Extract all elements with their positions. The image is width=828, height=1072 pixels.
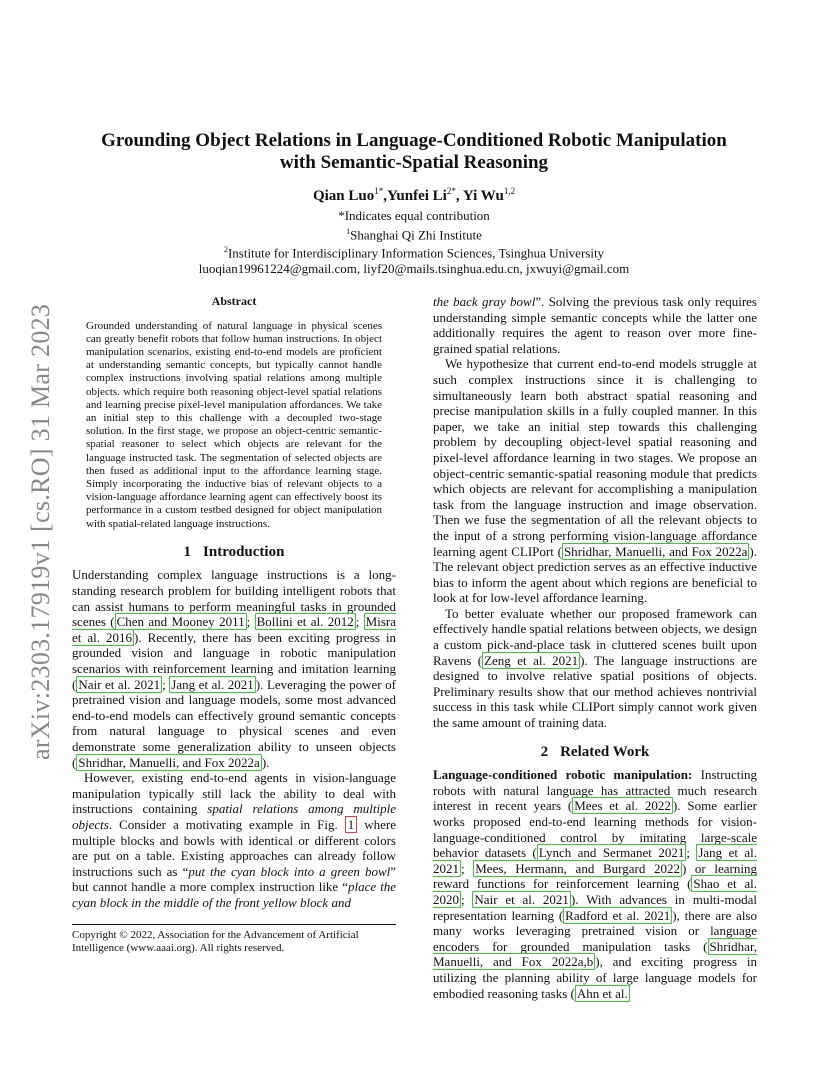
section-title: Introduction (203, 543, 285, 560)
citation-link[interactable]: Radford et al. 2021 (565, 907, 671, 923)
paragraph-text: To better evaluate whether our proposed framework can effectively handle spatial relations between objects, we design a custom pick-and-place task in cluttered scenes built upon Ravens ( (433, 605, 757, 668)
affiliation-mark: 2 (223, 245, 228, 255)
citation-link[interactable]: Nair et al. 2021 (474, 891, 569, 907)
paragraph-text: ), there are also many works leveraging pretrained vision or language encoders for grounded manipulation tasks ( (433, 907, 757, 954)
author-name: Yi Wu (462, 188, 504, 204)
copyright-footnote: Copyright © 2022, Association for the Advancement of Artificial Intelligence (www.aaai.org). All rights reserved. (72, 924, 396, 955)
citation-link[interactable]: Bollini et al. 2012 (256, 614, 354, 630)
emphasis-text: place the cyan block in the middle of the front yellow block and (72, 879, 396, 910)
paragraph-text: ). Leveraging the power of pretrained vision and language models, some most advanced end-to-end models can effectively ground semantic concepts from natural language to physical scenes and even demonstrate some generalization ability to unseen objects ( (72, 676, 396, 770)
author-name: Yunfei Li (386, 188, 447, 204)
author-mark: 1,2 (503, 186, 516, 196)
title-line-2: with Semantic-Spatial Reasoning (279, 152, 549, 173)
left-column (72, 294, 396, 911)
affiliations (80, 208, 748, 277)
affiliation-2 (80, 242, 748, 261)
citation-link[interactable]: Shridhar, Manuelli, and Fox 2022a (78, 754, 260, 770)
intro-paragraph-2-continued (433, 294, 757, 356)
run-in-heading: Language-conditioned robotic manipulation: (433, 767, 693, 783)
citation-link[interactable]: Nair et al. 2021 (78, 676, 161, 692)
emphasis-text: the back gray bowl (433, 294, 536, 309)
author-list: Qian Luo$^{1*}$,Yunfei $Li^{2*}$, Yi Wu$^{1,2}$ (312, 186, 516, 204)
section-number: 1 (183, 543, 192, 560)
citation-link[interactable]: Shridhar, Manuelli, and Fox 2022a (563, 543, 748, 559)
paragraph-text: ). Recently, there has been exciting progress in grounded vision and language in robotic manipulation scenarios with reinforcement learning and imitation learning ( (72, 629, 397, 692)
section-title: Related Work (560, 743, 650, 760)
citation-link[interactable]: Jang et al. 2021 (433, 845, 757, 876)
citation-link[interactable]: Shridhar, Manuelli, and Fox 2022a,b (433, 938, 757, 970)
citation-link[interactable]: Jang et al. 2021 (171, 676, 254, 692)
affiliation-text: Institute for Interdisciplinary Information Sciences, Tsinghua University (227, 245, 605, 261)
intro-paragraph-1: Understanding complex language instructions is a long-standing research problem for building intelligent robots that can assist humans to perform meaningful tasks in grounded scenes ( Chen and Mooney 2011 ; Bollini et al. 2012 ; Misra et al. 2016 ). Recently, there has been exciting progress in grounded vision and language in robotic manipulation scenarios with reinforcement learning and imitation learning ( Nair et al. 2021 ; Jang et al. 2021 ). Leveraging the power of pretrained vision and language models, some most advanced end-to-end models can effectively ground semantic concepts from natural language to physical scenes and even demonstrate some generalization ability to unseen objects ( Shridhar, Manuelli, and Fox 2022a ). (72, 567, 397, 770)
equal-contribution-note: *Indicates equal contribution (338, 208, 490, 223)
author-emails: luoqian19961224@gmail.com, liyf20@mails.tsinghua.edu.cn, jxwuyi@gmail.com (198, 261, 630, 277)
author-name: Qian Luo (312, 188, 375, 204)
paragraph-text: ). The language instructions are designed to involve relative spatial positions of objects. Preliminary results show that our method achieves nontrivial success in this task while CLIPort simply cannot work given the same amount of training data. (433, 652, 757, 731)
paragraph-text: ” but cannot handle a more complex instruction like “ (72, 863, 397, 895)
paragraph-text: where multiple blocks and bowls with identical or different colors are put on a table. Existing approaches can already follow instructions such as “ (72, 816, 396, 879)
paper-title (80, 130, 748, 174)
figure-reference-link[interactable]: 1 (345, 816, 358, 833)
arxiv-side-stamp: arXiv:2303.17919v1 [cs.RO] 31 Mar 2023 (26, 303, 55, 760)
author-mark: 1* (374, 186, 384, 196)
intro-paragraph-2 (72, 770, 396, 910)
paragraph-text: . Consider a motivating example in Fig. (108, 816, 345, 832)
affiliation-text: Shanghai Qi Zhi Institute (350, 226, 482, 242)
paragraph-text: Instructing robots with natural language has attracted much research interest in recent years ( (433, 767, 757, 814)
related-work-paragraph: Language-conditioned robotic manipulation: Instructing robots with natural language has attracted much research interest in recent years ( Mees et al. 2022 ). Some earlier works proposed end-to-end learning methods for vision-language-conditioned control by imitating large-scale behavior datasets ( Lynch and Sermanet 2021 ; Jang et al. 2021 ; Mees, Hermann, and Burgard 2022 ) or learning reward functions for reinforcement learning ( Shao et al. 2020 ; Nair et al. 2021 ). With advances in multi-modal representation learning ( Radford et al. 2021 ), there are also many works leveraging pretrained vision or language encoders for grounded manipulation tasks ( Shridhar, Manuelli, and Fox 2022a,b ), and exciting progress in utilizing the planning ability of large language models for embodied reasoning tasks ( Ahn et al. (433, 767, 758, 1001)
abstract-heading: Abstract (211, 294, 257, 308)
citation-link[interactable]: Mees et al. 2022 (574, 798, 671, 814)
paragraph-text: Understanding complex language instructions is a long-standing research problem for building intelligent robots that can assist humans to perform meaningful tasks in grounded scenes ( (72, 567, 396, 630)
paragraph-text: ). (261, 754, 270, 770)
section-number: 2 (540, 743, 549, 760)
citation-link[interactable]: Ahn et al. (576, 985, 628, 1001)
citation-link[interactable]: Lynch and Sermanet 2021 (538, 845, 685, 861)
paragraph-text: ). Some earlier works proposed end-to-end learning methods for vision-language-conditioned control by imitating large-scale behavior datasets ( (433, 798, 757, 861)
right-column (433, 294, 757, 1001)
paragraph-text: ) or learning reward functions for reinforcement learning ( (433, 860, 757, 892)
intro-paragraph-3 (433, 356, 757, 606)
paragraph-text: We hypothesize that current end-to-end models struggle at such complex instructions since it is challenging to simultaneously learn both abstract spatial reasoning and precise manipulation skills in a fully coupled manner. In this paper, we take an initial step towards this challenging problem by decoupling object-level spatial reasoning and pixel-level affordance learning in two stages. We propose an object-centric semantic-spatial reasoning module that predicts which objects are relevant for accomplishing a manipulation task from the language instruction and image observation. Then we fuse the segmentation of all the relevant objects to the input of a strong performing vision-language affordance learning agent CLIPort ( (433, 356, 757, 559)
citation-link[interactable]: Chen and Mooney 2011 (116, 614, 245, 630)
paragraph-text: ”. Solving the previous task only requires understanding simple semantic concepts while the latter one additionally requires the agent to reason over more fine-grained spatial relations. (433, 294, 757, 356)
section-heading-related-work (433, 745, 757, 761)
emphasis-text: put the cyan block into a green bowl (188, 863, 391, 879)
citation-link[interactable]: Mees, Hermann, and Burgard 2022 (475, 860, 680, 876)
paragraph-text: ). With advances in multi-modal representation learning ( (433, 891, 757, 923)
affiliation-1 (80, 224, 748, 243)
affiliation-mark: 1 (346, 226, 351, 236)
intro-paragraph-4 (433, 606, 757, 731)
citation-link[interactable]: Zeng et al. 2021 (484, 652, 579, 668)
abstract-text: Grounded understanding of natural language in physical scenes can greatly benefit robots that follow human instructions. In object manipulation scenarios, existing end-to-end models are proficient at understanding semantic concepts, but typically cannot handle complex instructions involving spatial relations among multiple objects. which require both reasoning object-level spatial relations and learning precise pixel-level manipulation affordances. We take an initial step to this challenge with a decoupled two-stage solution. In the first stage, we propose an object-centric semantic-spatial reasoner to select which objects are relevant for the language instructed task. The segmentation of selected objects are then fused as additional input to the affordance learning stage. Simply incorporating the inductive bias of relevant objects to a vision-language affordance learning agent can effectively boost its performance in a custom testbed designed for object manipulation with spatial-related language instructions. (86, 319, 382, 530)
paragraph-text: ). The relevant object prediction serves as an effective inductive bias to inform the agent about which regions are beneficial to look at for low-level affordance learning. (433, 543, 757, 606)
section-heading-introduction (72, 545, 396, 561)
title-line-1: Grounding Object Relations in Language-Conditioned Robotic Manipulation (101, 130, 727, 151)
paragraph-text: However, existing end-to-end agents in vision-language manipulation typically still lack the ability to deal with instructions containing (72, 770, 396, 817)
citation-link[interactable]: Misra et al. 2016 (72, 614, 397, 645)
author-mark: 2* (446, 186, 456, 196)
paragraph-text: ), and exciting progress in utilizing the planning ability of large language models for embodied reasoning tasks ( (433, 954, 757, 1001)
citation-link[interactable]: Shao et al. 2020 (433, 876, 758, 907)
emphasis-text: spatial relations among multiple objects (72, 801, 396, 832)
